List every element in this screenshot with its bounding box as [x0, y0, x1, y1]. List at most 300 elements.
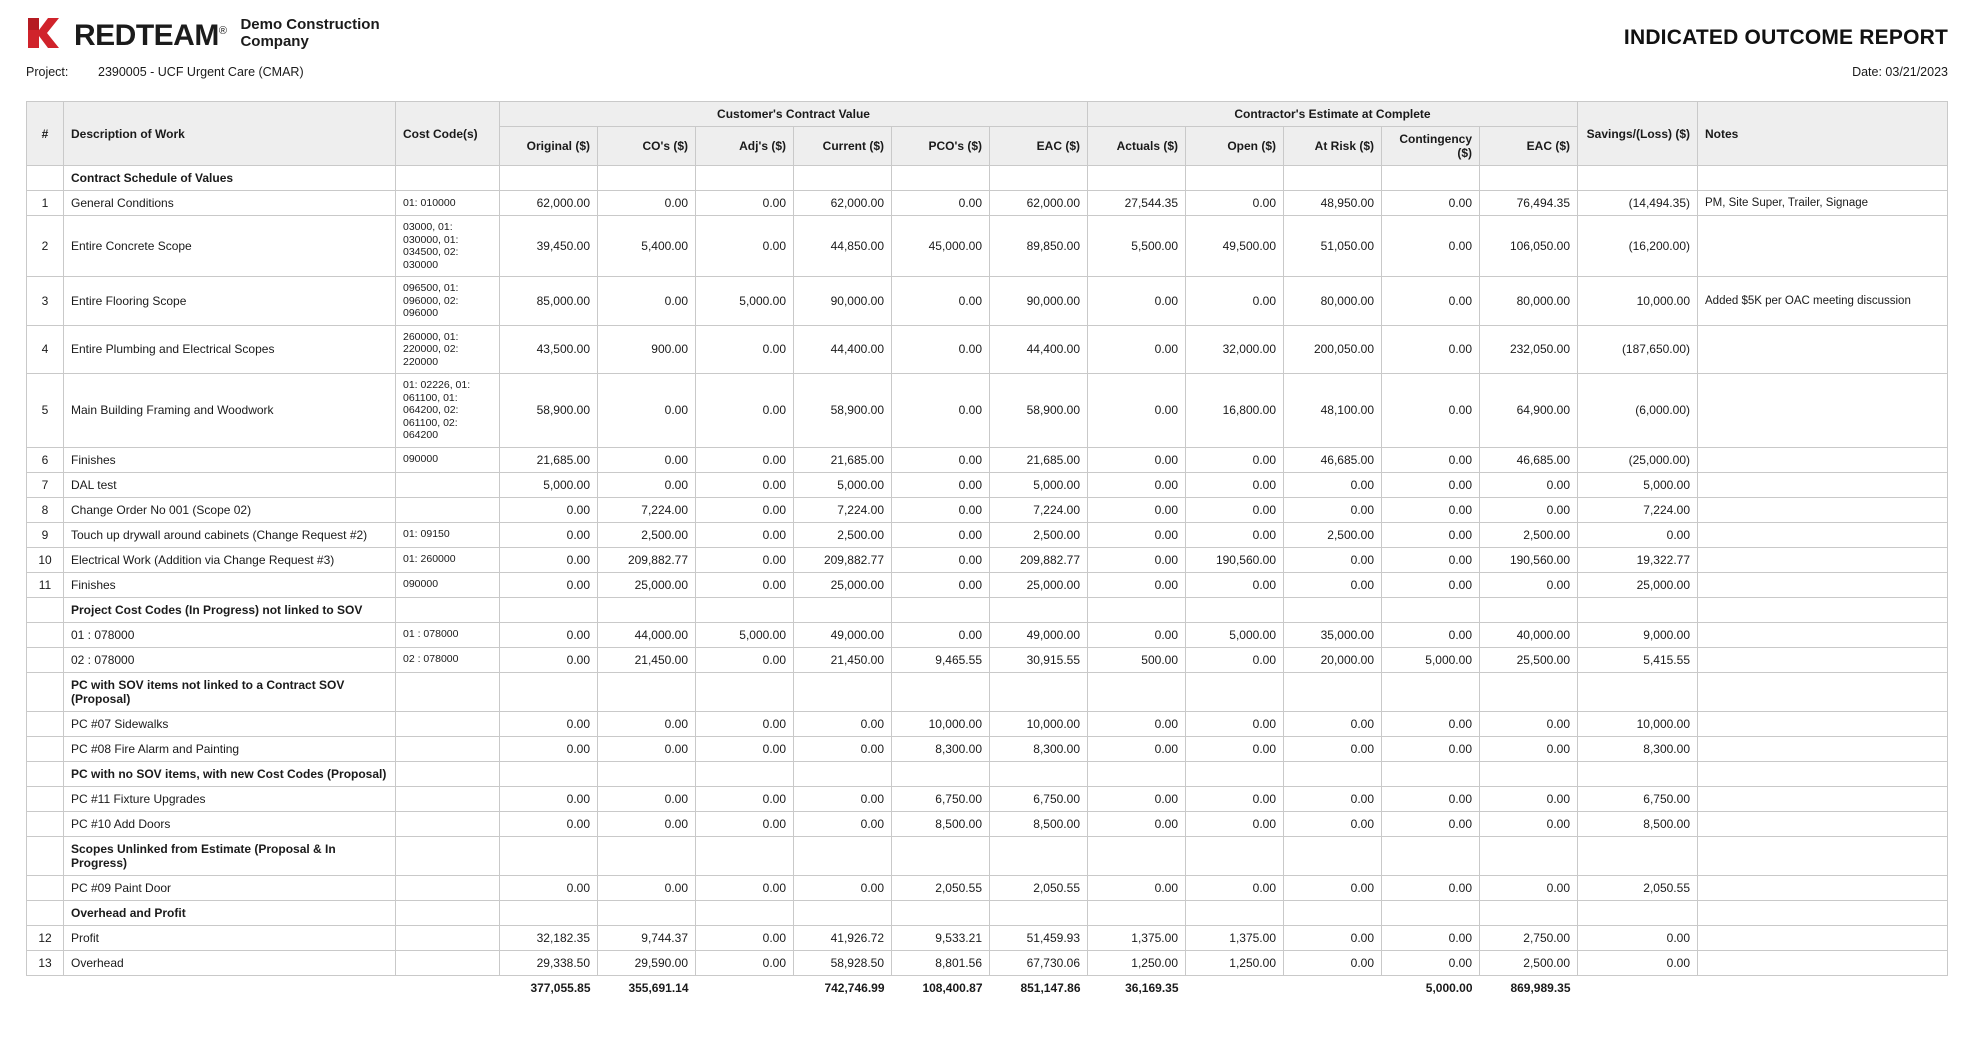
cell-original: 5,000.00 [500, 472, 598, 497]
row-cost-codes [396, 875, 500, 900]
cell-pcos: 0.00 [892, 191, 990, 216]
cell-savings-loss: 9,000.00 [1578, 622, 1698, 647]
cell-contingency: 0.00 [1382, 622, 1480, 647]
cell-savings-loss: 8,500.00 [1578, 811, 1698, 836]
empty-cell [1284, 597, 1382, 622]
row-cost-codes: 01: 09150 [396, 522, 500, 547]
cell-open: 0.00 [1186, 277, 1284, 326]
empty-cell [598, 166, 696, 191]
empty-cell [794, 761, 892, 786]
cell-pcos: 9,465.55 [892, 647, 990, 672]
total-savings-loss [1578, 975, 1698, 1000]
row-cost-codes: 03000, 01: 030000, 01: 034500, 02: 030000 [396, 216, 500, 277]
cell-savings-loss: 2,050.55 [1578, 875, 1698, 900]
cell-cos: 0.00 [598, 875, 696, 900]
cell-contingency: 5,000.00 [1382, 647, 1480, 672]
empty-cell [892, 836, 990, 875]
empty-cell [1578, 900, 1698, 925]
empty-cell [1284, 166, 1382, 191]
cell-at-risk: 0.00 [1284, 950, 1382, 975]
cell-open: 0.00 [1186, 191, 1284, 216]
cell-actuals: 1,250.00 [1088, 950, 1186, 975]
cell-savings-loss: (16,200.00) [1578, 216, 1698, 277]
cell-adjs: 0.00 [696, 811, 794, 836]
empty-cell [598, 761, 696, 786]
cell-actuals: 5,500.00 [1088, 216, 1186, 277]
section-row [27, 597, 1948, 622]
cell-pcos: 0.00 [892, 522, 990, 547]
empty-cell [1284, 672, 1382, 711]
cell-pcos: 0.00 [892, 572, 990, 597]
cell-pcos: 0.00 [892, 277, 990, 326]
row-cost-codes [396, 736, 500, 761]
brand-block [26, 14, 390, 53]
column-header-cos: CO's ($) [598, 127, 696, 166]
cell-contingency: 0.00 [1382, 325, 1480, 374]
cell-eac-k: 2,500.00 [1480, 522, 1578, 547]
empty-cell [696, 836, 794, 875]
cell-pcos: 9,533.21 [892, 925, 990, 950]
cell-open: 0.00 [1186, 572, 1284, 597]
cell-current: 0.00 [794, 811, 892, 836]
cell-current: 44,850.00 [794, 216, 892, 277]
section-row [27, 900, 1948, 925]
cell-at-risk: 0.00 [1284, 547, 1382, 572]
cell-cos: 0.00 [598, 277, 696, 326]
row-description: Entire Plumbing and Electrical Scopes [64, 325, 396, 374]
cell-notes [1698, 325, 1948, 374]
cell-original: 62,000.00 [500, 191, 598, 216]
empty-cell [1088, 597, 1186, 622]
table-row [27, 875, 1948, 900]
cell-savings-loss: (6,000.00) [1578, 374, 1698, 448]
cell-contingency: 0.00 [1382, 472, 1480, 497]
cell-actuals: 0.00 [1088, 572, 1186, 597]
cell-actuals: 0.00 [1088, 622, 1186, 647]
cell-current: 90,000.00 [794, 277, 892, 326]
report-subheader [26, 65, 1948, 79]
cell-cos: 209,882.77 [598, 547, 696, 572]
cell-current: 49,000.00 [794, 622, 892, 647]
cell-eac-c: 62,000.00 [990, 191, 1088, 216]
table-row [27, 374, 1948, 448]
row-number [27, 761, 64, 786]
cell-current: 0.00 [794, 711, 892, 736]
cell-contingency: 0.00 [1382, 497, 1480, 522]
empty-cell [1186, 761, 1284, 786]
cell-open: 5,000.00 [1186, 622, 1284, 647]
empty-cell [990, 900, 1088, 925]
cell-cos: 44,000.00 [598, 622, 696, 647]
cell-eac-k: 0.00 [1480, 786, 1578, 811]
empty-cell [396, 597, 500, 622]
empty-cell [1186, 672, 1284, 711]
row-description: Touch up drywall around cabinets (Change Request #2) [64, 522, 396, 547]
cell-open: 1,375.00 [1186, 925, 1284, 950]
row-description: Profit [64, 925, 396, 950]
cell-actuals: 0.00 [1088, 736, 1186, 761]
row-cost-codes: 01: 02226, 01: 061100, 01: 064200, 02: 061100, 02: 064200 [396, 374, 500, 448]
row-number [27, 647, 64, 672]
total-notes [1698, 975, 1948, 1000]
cell-eac-k: 76,494.35 [1480, 191, 1578, 216]
total-eac-k: 869,989.35 [1480, 975, 1578, 1000]
row-description: Finishes [64, 447, 396, 472]
cell-savings-loss: 0.00 [1578, 950, 1698, 975]
cell-current: 21,450.00 [794, 647, 892, 672]
cell-savings-loss: 7,224.00 [1578, 497, 1698, 522]
column-header-hash: # [27, 102, 64, 166]
row-number [27, 786, 64, 811]
row-description: DAL test [64, 472, 396, 497]
empty-cell [598, 900, 696, 925]
cell-current: 0.00 [794, 786, 892, 811]
row-cost-codes [396, 711, 500, 736]
empty-cell [1382, 166, 1480, 191]
cell-contingency: 0.00 [1382, 811, 1480, 836]
cell-at-risk: 0.00 [1284, 497, 1382, 522]
row-cost-codes [396, 925, 500, 950]
cell-eac-k: 0.00 [1480, 875, 1578, 900]
cell-at-risk: 0.00 [1284, 572, 1382, 597]
cell-savings-loss: 10,000.00 [1578, 277, 1698, 326]
cell-eac-k: 190,560.00 [1480, 547, 1578, 572]
cell-contingency: 0.00 [1382, 786, 1480, 811]
cell-contingency: 0.00 [1382, 572, 1480, 597]
row-description: 01 : 078000 [64, 622, 396, 647]
cell-original: 0.00 [500, 622, 598, 647]
cell-at-risk: 0.00 [1284, 472, 1382, 497]
empty-cell [500, 166, 598, 191]
column-header-contingency: Contingency ($) [1382, 127, 1480, 166]
table-row [27, 277, 1948, 326]
cell-adjs: 0.00 [696, 950, 794, 975]
cell-eac-c: 8,500.00 [990, 811, 1088, 836]
cell-cos: 7,224.00 [598, 497, 696, 522]
cell-open: 1,250.00 [1186, 950, 1284, 975]
column-header-current: Current ($) [794, 127, 892, 166]
empty-cell [990, 672, 1088, 711]
cell-contingency: 0.00 [1382, 191, 1480, 216]
empty-cell [1186, 166, 1284, 191]
cell-eac-c: 2,500.00 [990, 522, 1088, 547]
cell-cos: 9,744.37 [598, 925, 696, 950]
cell-contingency: 0.00 [1382, 711, 1480, 736]
table-row [27, 647, 1948, 672]
cell-actuals: 27,544.35 [1088, 191, 1186, 216]
cell-notes [1698, 875, 1948, 900]
row-description: Change Order No 001 (Scope 02) [64, 497, 396, 522]
cell-actuals: 0.00 [1088, 711, 1186, 736]
row-description: PC #10 Add Doors [64, 811, 396, 836]
cell-eac-c: 90,000.00 [990, 277, 1088, 326]
table-row [27, 925, 1948, 950]
empty-cell [1578, 166, 1698, 191]
empty-cell [794, 900, 892, 925]
table-row [27, 216, 1948, 277]
cell-at-risk: 0.00 [1284, 711, 1382, 736]
cell-notes [1698, 736, 1948, 761]
row-cost-codes [396, 472, 500, 497]
cell-actuals: 0.00 [1088, 472, 1186, 497]
row-cost-codes: 090000 [396, 572, 500, 597]
cell-eac-k: 0.00 [1480, 736, 1578, 761]
cell-eac-c: 58,900.00 [990, 374, 1088, 448]
cell-adjs: 0.00 [696, 522, 794, 547]
empty-cell [696, 761, 794, 786]
empty-cell [1284, 761, 1382, 786]
project-label: Project: [26, 65, 69, 79]
table-row [27, 522, 1948, 547]
report-header [26, 14, 1948, 53]
cell-open: 0.00 [1186, 711, 1284, 736]
cell-notes [1698, 472, 1948, 497]
cell-notes [1698, 522, 1948, 547]
column-header-pcos: PCO's ($) [892, 127, 990, 166]
total-cos: 355,691.14 [598, 975, 696, 1000]
cell-actuals: 0.00 [1088, 374, 1186, 448]
empty-cell [1186, 597, 1284, 622]
project-line [26, 65, 304, 79]
cell-original: 85,000.00 [500, 277, 598, 326]
row-cost-codes: 01: 260000 [396, 547, 500, 572]
cell-current: 21,685.00 [794, 447, 892, 472]
empty-cell [1480, 900, 1578, 925]
cell-original: 0.00 [500, 572, 598, 597]
row-cost-codes: 090000 [396, 447, 500, 472]
table-row [27, 472, 1948, 497]
empty-cell [892, 761, 990, 786]
empty-cell [1698, 836, 1948, 875]
cell-notes [1698, 647, 1948, 672]
column-header-eac-customer: EAC ($) [990, 127, 1088, 166]
cell-cos: 29,590.00 [598, 950, 696, 975]
table-row [27, 811, 1948, 836]
cell-open: 0.00 [1186, 647, 1284, 672]
cell-original: 21,685.00 [500, 447, 598, 472]
empty-cell [696, 900, 794, 925]
row-cost-codes: 02 : 078000 [396, 647, 500, 672]
cell-eac-k: 0.00 [1480, 472, 1578, 497]
row-description: Electrical Work (Addition via Change Request #3) [64, 547, 396, 572]
empty-cell [1088, 761, 1186, 786]
row-description: PC #09 Paint Door [64, 875, 396, 900]
table-row [27, 547, 1948, 572]
cell-eac-c: 2,050.55 [990, 875, 1088, 900]
empty-cell [1088, 672, 1186, 711]
cell-savings-loss: 0.00 [1578, 925, 1698, 950]
table-body [27, 166, 1948, 976]
total-pcos: 108,400.87 [892, 975, 990, 1000]
cell-original: 0.00 [500, 711, 598, 736]
empty-cell [990, 836, 1088, 875]
cell-pcos: 6,750.00 [892, 786, 990, 811]
indicated-outcome-table [26, 101, 1948, 1000]
report-date: Date: 03/21/2023 [1852, 65, 1948, 79]
table-row [27, 497, 1948, 522]
table-row [27, 622, 1948, 647]
row-number: 4 [27, 325, 64, 374]
cell-savings-loss: (14,494.35) [1578, 191, 1698, 216]
cell-original: 0.00 [500, 811, 598, 836]
cell-current: 5,000.00 [794, 472, 892, 497]
empty-cell [1578, 836, 1698, 875]
cell-actuals: 0.00 [1088, 497, 1186, 522]
cell-original: 0.00 [500, 875, 598, 900]
table-row [27, 447, 1948, 472]
cell-notes [1698, 622, 1948, 647]
cell-cos: 25,000.00 [598, 572, 696, 597]
cell-savings-loss: (187,650.00) [1578, 325, 1698, 374]
cell-pcos: 0.00 [892, 547, 990, 572]
cell-adjs: 0.00 [696, 325, 794, 374]
empty-cell [1382, 900, 1480, 925]
cell-notes [1698, 547, 1948, 572]
cell-eac-c: 10,000.00 [990, 711, 1088, 736]
cell-original: 0.00 [500, 522, 598, 547]
cell-open: 32,000.00 [1186, 325, 1284, 374]
empty-cell [794, 597, 892, 622]
empty-cell [696, 672, 794, 711]
empty-cell [1186, 900, 1284, 925]
brand-wordmark-text: REDTEAM [74, 19, 219, 52]
cell-actuals: 0.00 [1088, 811, 1186, 836]
row-description: Entire Concrete Scope [64, 216, 396, 277]
cell-open: 0.00 [1186, 736, 1284, 761]
cell-contingency: 0.00 [1382, 277, 1480, 326]
empty-cell [500, 761, 598, 786]
table-row [27, 950, 1948, 975]
cell-original: 0.00 [500, 547, 598, 572]
column-header-savings-loss: Savings/(Loss) ($) [1578, 102, 1698, 166]
cell-adjs: 0.00 [696, 647, 794, 672]
cell-at-risk: 0.00 [1284, 736, 1382, 761]
section-label: PC with SOV items not linked to a Contract SOV (Proposal) [64, 672, 396, 711]
cell-eac-k: 232,050.00 [1480, 325, 1578, 374]
page-title: INDICATED OUTCOME REPORT [1623, 26, 1948, 49]
project-value: 2390005 - UCF Urgent Care (CMAR) [98, 65, 304, 79]
row-number: 5 [27, 374, 64, 448]
cell-cos: 0.00 [598, 736, 696, 761]
cell-savings-loss: 19,322.77 [1578, 547, 1698, 572]
cell-actuals: 1,375.00 [1088, 925, 1186, 950]
table-row [27, 786, 1948, 811]
cell-cos: 0.00 [598, 811, 696, 836]
cell-at-risk: 200,050.00 [1284, 325, 1382, 374]
empty-cell [1578, 761, 1698, 786]
cell-contingency: 0.00 [1382, 875, 1480, 900]
row-description: PC #07 Sidewalks [64, 711, 396, 736]
row-number: 7 [27, 472, 64, 497]
cell-open: 0.00 [1186, 786, 1284, 811]
cell-pcos: 0.00 [892, 447, 990, 472]
empty-cell [500, 900, 598, 925]
total-at-risk [1284, 975, 1382, 1000]
cell-original: 43,500.00 [500, 325, 598, 374]
table-row [27, 191, 1948, 216]
empty-cell [892, 672, 990, 711]
cell-cos: 900.00 [598, 325, 696, 374]
redteam-logo-icon [26, 16, 60, 50]
cell-pcos: 45,000.00 [892, 216, 990, 277]
cell-current: 58,900.00 [794, 374, 892, 448]
empty-cell [500, 672, 598, 711]
cell-original: 0.00 [500, 647, 598, 672]
empty-cell [1382, 761, 1480, 786]
cell-current: 62,000.00 [794, 191, 892, 216]
row-number [27, 811, 64, 836]
row-description: General Conditions [64, 191, 396, 216]
section-row [27, 836, 1948, 875]
total-open [1186, 975, 1284, 1000]
cell-adjs: 0.00 [696, 547, 794, 572]
company-name: Demo Construction Company [240, 16, 380, 50]
cell-original: 0.00 [500, 786, 598, 811]
empty-cell [598, 672, 696, 711]
empty-cell [892, 597, 990, 622]
column-header-open: Open ($) [1186, 127, 1284, 166]
empty-cell [396, 900, 500, 925]
cell-savings-loss: (25,000.00) [1578, 447, 1698, 472]
row-description: 02 : 078000 [64, 647, 396, 672]
cell-at-risk: 51,050.00 [1284, 216, 1382, 277]
cell-at-risk: 46,685.00 [1284, 447, 1382, 472]
section-label: Scopes Unlinked from Estimate (Proposal & In Progress) [64, 836, 396, 875]
totals-row [27, 975, 1948, 1000]
section-label: PC with no SOV items, with new Cost Codes (Proposal) [64, 761, 396, 786]
row-cost-codes: 096500, 01: 096000, 02: 096000 [396, 277, 500, 326]
cell-eac-k: 2,500.00 [1480, 950, 1578, 975]
cell-actuals: 0.00 [1088, 875, 1186, 900]
cell-at-risk: 48,950.00 [1284, 191, 1382, 216]
empty-cell [1480, 597, 1578, 622]
cell-actuals: 500.00 [1088, 647, 1186, 672]
cell-at-risk: 80,000.00 [1284, 277, 1382, 326]
cell-adjs: 0.00 [696, 572, 794, 597]
cell-adjs: 0.00 [696, 711, 794, 736]
column-header-notes: Notes [1698, 102, 1948, 166]
cell-eac-c: 6,750.00 [990, 786, 1088, 811]
empty-cell [598, 836, 696, 875]
cell-cos: 2,500.00 [598, 522, 696, 547]
row-cost-codes [396, 950, 500, 975]
cell-original: 58,900.00 [500, 374, 598, 448]
cell-actuals: 0.00 [1088, 786, 1186, 811]
cell-open: 0.00 [1186, 447, 1284, 472]
cell-adjs: 0.00 [696, 497, 794, 522]
cell-notes [1698, 950, 1948, 975]
cell-notes [1698, 374, 1948, 448]
cell-current: 44,400.00 [794, 325, 892, 374]
empty-cell [1480, 166, 1578, 191]
row-description: PC #08 Fire Alarm and Painting [64, 736, 396, 761]
empty-cell [396, 761, 500, 786]
total-eac-c: 851,147.86 [990, 975, 1088, 1000]
cell-adjs: 5,000.00 [696, 622, 794, 647]
cell-adjs: 0.00 [696, 472, 794, 497]
empty-cell [396, 166, 500, 191]
empty-cell [1480, 672, 1578, 711]
row-number: 8 [27, 497, 64, 522]
row-number [27, 875, 64, 900]
cell-eac-c: 44,400.00 [990, 325, 1088, 374]
cell-current: 2,500.00 [794, 522, 892, 547]
row-cost-codes [396, 811, 500, 836]
row-number: 2 [27, 216, 64, 277]
empty-cell [990, 761, 1088, 786]
cell-open: 0.00 [1186, 811, 1284, 836]
empty-cell [1578, 672, 1698, 711]
